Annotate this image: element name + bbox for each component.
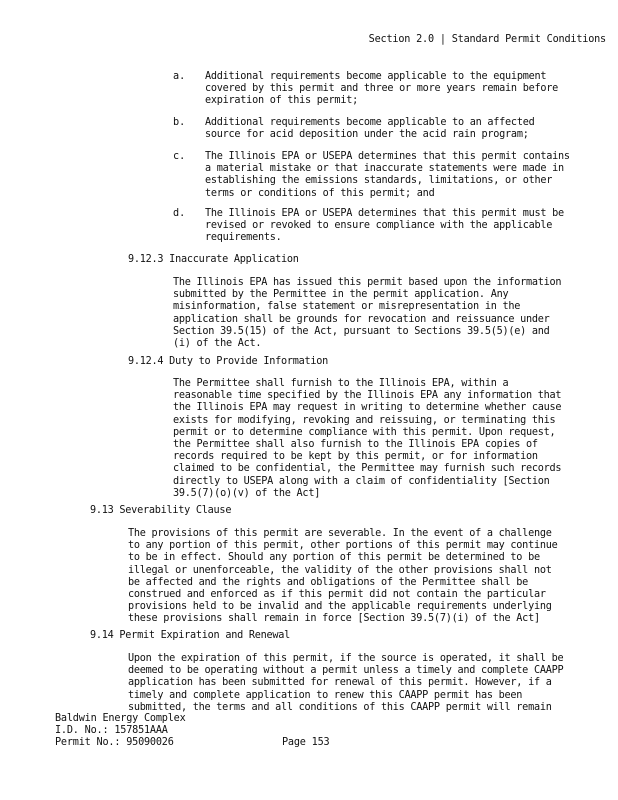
text-line: The Illinois EPA or USEPA determines that this permit contains: [205, 151, 570, 162]
text-line: permit or to determine compliance with this permit. Upon request,: [173, 426, 556, 438]
footer-facility: Baldwin Energy Complex: [55, 713, 186, 724]
item-a-label: a.: [173, 71, 186, 82]
text-line: exists for modifying, revoking and reissuing, or terminating this: [173, 414, 556, 426]
text-line: application shall be grounds for revocation and reissuance under: [173, 313, 550, 325]
text-line: The provisions of this permit are severable. In the event of a challenge: [128, 528, 552, 539]
section-9-13-heading: 9.13 Severability Clause: [90, 505, 232, 516]
text-line: Upon the expiration of this permit, if the source is operated, it shall be: [128, 653, 564, 664]
text-line: source for acid deposition under the acid rain program;: [205, 129, 529, 141]
text-line: to be in effect. Should any portion of this permit be determined to be: [128, 552, 540, 564]
text-line: expiration of this permit;: [205, 95, 358, 107]
item-b-label: b.: [173, 117, 186, 128]
footer-id-number: I.D. No.: 157851AAA: [55, 725, 168, 736]
text-line: (i) of the Act.: [173, 337, 262, 349]
text-line: records required to be kept by this permit, or for information: [173, 451, 538, 463]
section-9-13-body: [128, 528, 558, 626]
section-9-14-heading: 9.14 Permit Expiration and Renewal: [90, 630, 291, 641]
item-c-label: c.: [173, 151, 186, 162]
text-line: covered by this permit and three or more years remain before: [205, 83, 559, 95]
text-line: these provisions shall remain in force [Section 39.5(7)(i) of the Act]: [128, 613, 540, 625]
text-line: the Illinois EPA may request in writing to determine whether cause: [173, 402, 562, 414]
section-9-12-4-heading: 9.12.4 Duty to Provide Information: [128, 356, 329, 367]
text-line: submitted by the Permittee in the permit application. Any: [173, 289, 509, 301]
text-line: to any portion of this permit, other portions of this permit may continue: [128, 540, 558, 552]
text-line: Additional requirements become applicable to the equipment: [205, 71, 547, 82]
text-line: establishing the emissions standards, limitations, or other: [205, 175, 553, 187]
text-line: a material mistake or that inaccurate statements were made in: [205, 163, 564, 175]
item-d-label: d.: [173, 208, 186, 219]
footer-page-number: Page 153: [282, 737, 330, 748]
section-9-12-4-body: [173, 378, 561, 500]
text-line: submitted, the terms and all conditions of this CAAPP permit will remain: [128, 701, 552, 713]
text-line: the Permittee shall also furnish to the Illinois EPA copies of: [173, 438, 538, 450]
item-d-text: [205, 208, 564, 245]
text-line: 39.5(7)(o)(v) of the Act]: [173, 487, 321, 499]
text-line: The Permittee shall furnish to the Illinois EPA, within a: [173, 378, 509, 389]
text-line: be affected and the rights and obligations of the Permittee shall be: [128, 576, 529, 588]
text-line: terms or conditions of this permit; and: [205, 187, 435, 199]
item-a-text: [205, 71, 558, 108]
section-9-12-3-body: [173, 277, 561, 350]
text-line: The Illinois EPA has issued this permit based upon the information: [173, 277, 562, 288]
section-9-12-3-heading: 9.12.3 Inaccurate Application: [128, 254, 299, 265]
text-line: The Illinois EPA or USEPA determines that this permit must be: [205, 208, 564, 219]
text-line: illegal or unenforceable, the validity of the other provisions shall not: [128, 564, 552, 576]
footer-permit-number: Permit No.: 95090026: [55, 737, 174, 748]
section-9-14-body: [128, 653, 563, 714]
text-line: misinformation, false statement or misrepresentation in the: [173, 301, 521, 313]
page-header: Section 2.0 | Standard Permit Conditions: [368, 34, 606, 45]
item-c-text: [205, 151, 570, 200]
text-line: Additional requirements become applicable to an affected: [205, 117, 535, 128]
text-line: directly to USEPA along with a claim of confidentiality [Section: [173, 475, 550, 487]
item-b-text: [205, 117, 534, 141]
text-line: timely and complete application to renew this CAAPP permit has been: [128, 689, 523, 701]
text-line: claimed to be confidential, the Permittee may furnish such records: [173, 463, 562, 475]
text-line: revised or revoked to ensure compliance with the applicable: [205, 220, 553, 232]
text-line: Section 39.5(15) of the Act, pursuant to Sections 39.5(5)(e) and: [173, 325, 550, 337]
text-line: requirements.: [205, 232, 282, 244]
text-line: deemed to be operating without a permit unless a timely and complete CAAPP: [128, 665, 564, 677]
text-line: provisions held to be invalid and the applicable requirements underlying: [128, 601, 552, 613]
text-line: reasonable time specified by the Illinois EPA any information that: [173, 390, 562, 402]
text-line: construed and enforced as if this permit did not contain the particular: [128, 588, 546, 600]
text-line: application has been submitted for renewal of this permit. However, if a: [128, 677, 552, 689]
